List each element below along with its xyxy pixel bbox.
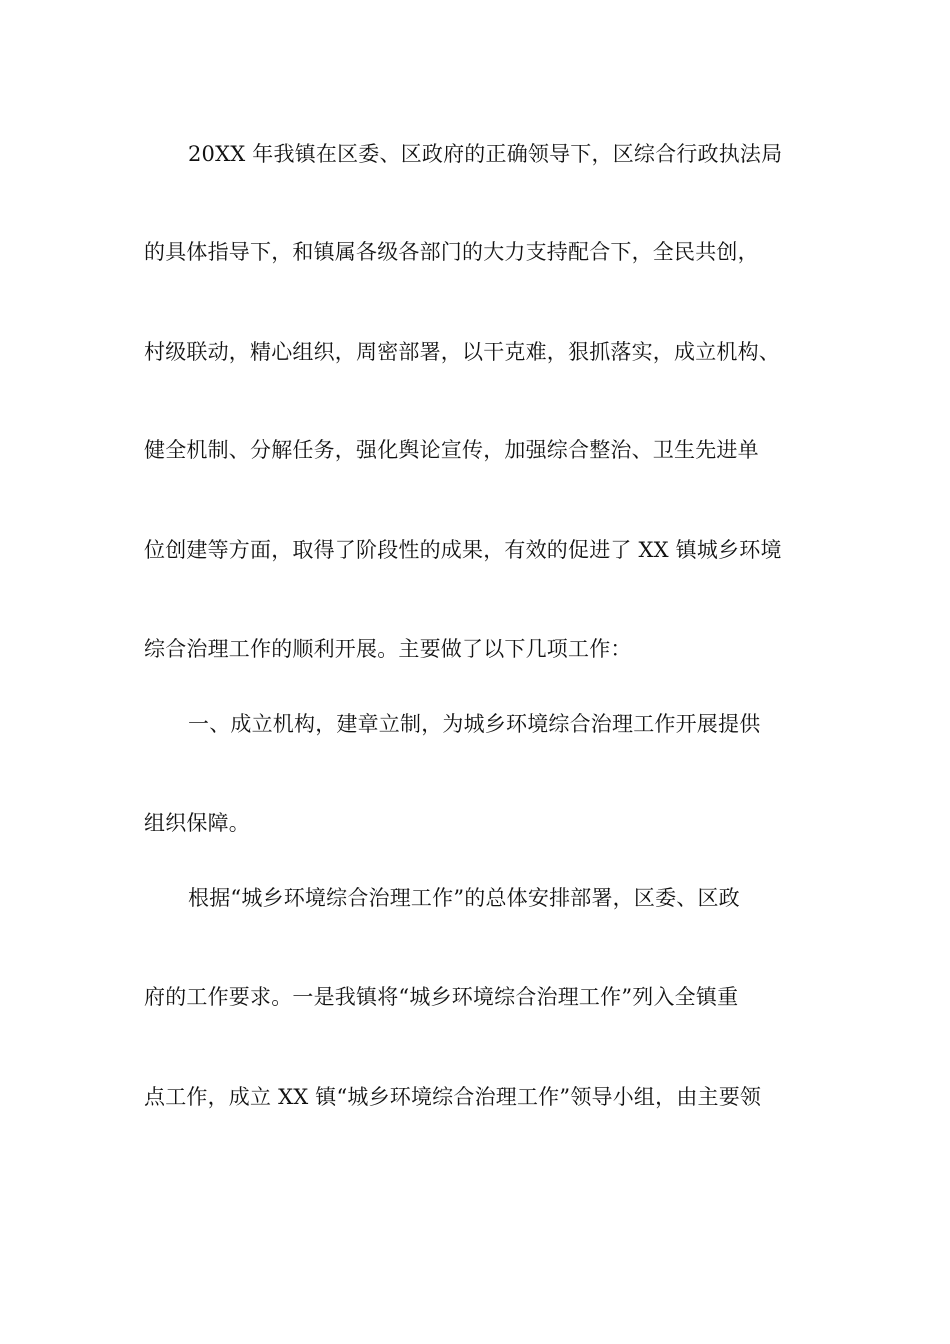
paragraph-line-5: 位创建等方面，取得了阶段性的成果，有效的促进了 XX 镇城乡环境 bbox=[144, 538, 782, 562]
paragraph-line-2: 的具体指导下，和镇属各级各部门的大力支持配合下，全民共创， bbox=[144, 240, 759, 264]
paragraph-line-1: 20XX 年我镇在区委、区政府的正确领导下，区综合行政执法局 bbox=[188, 142, 783, 166]
paragraph-line-6: 综合治理工作的顺利开展。主要做了以下几项工作： bbox=[144, 637, 632, 661]
paragraph-line-3: 村级联动，精心组织，周密部署，以干克难，狠抓落实，成立机构、 bbox=[144, 340, 780, 364]
paragraph-line-4: 健全机制、分解任务，强化舆论宣传，加强综合整治、卫生先进单 bbox=[144, 438, 759, 462]
paragraph-line-10: 府的工作要求。一是我镇将“城乡环境综合治理工作”列入全镇重 bbox=[144, 985, 739, 1009]
section-heading-line-2: 组织保障。 bbox=[144, 811, 250, 835]
paragraph-line-11: 点工作，成立 XX 镇“城乡环境综合治理工作”领导小组，由主要领 bbox=[144, 1085, 762, 1109]
paragraph-line-9: 根据“城乡环境综合治理工作”的总体安排部署，区委、区政 bbox=[188, 886, 740, 910]
section-heading-line-1: 一、成立机构，建章立制，为城乡环境综合治理工作开展提供 bbox=[188, 712, 761, 736]
